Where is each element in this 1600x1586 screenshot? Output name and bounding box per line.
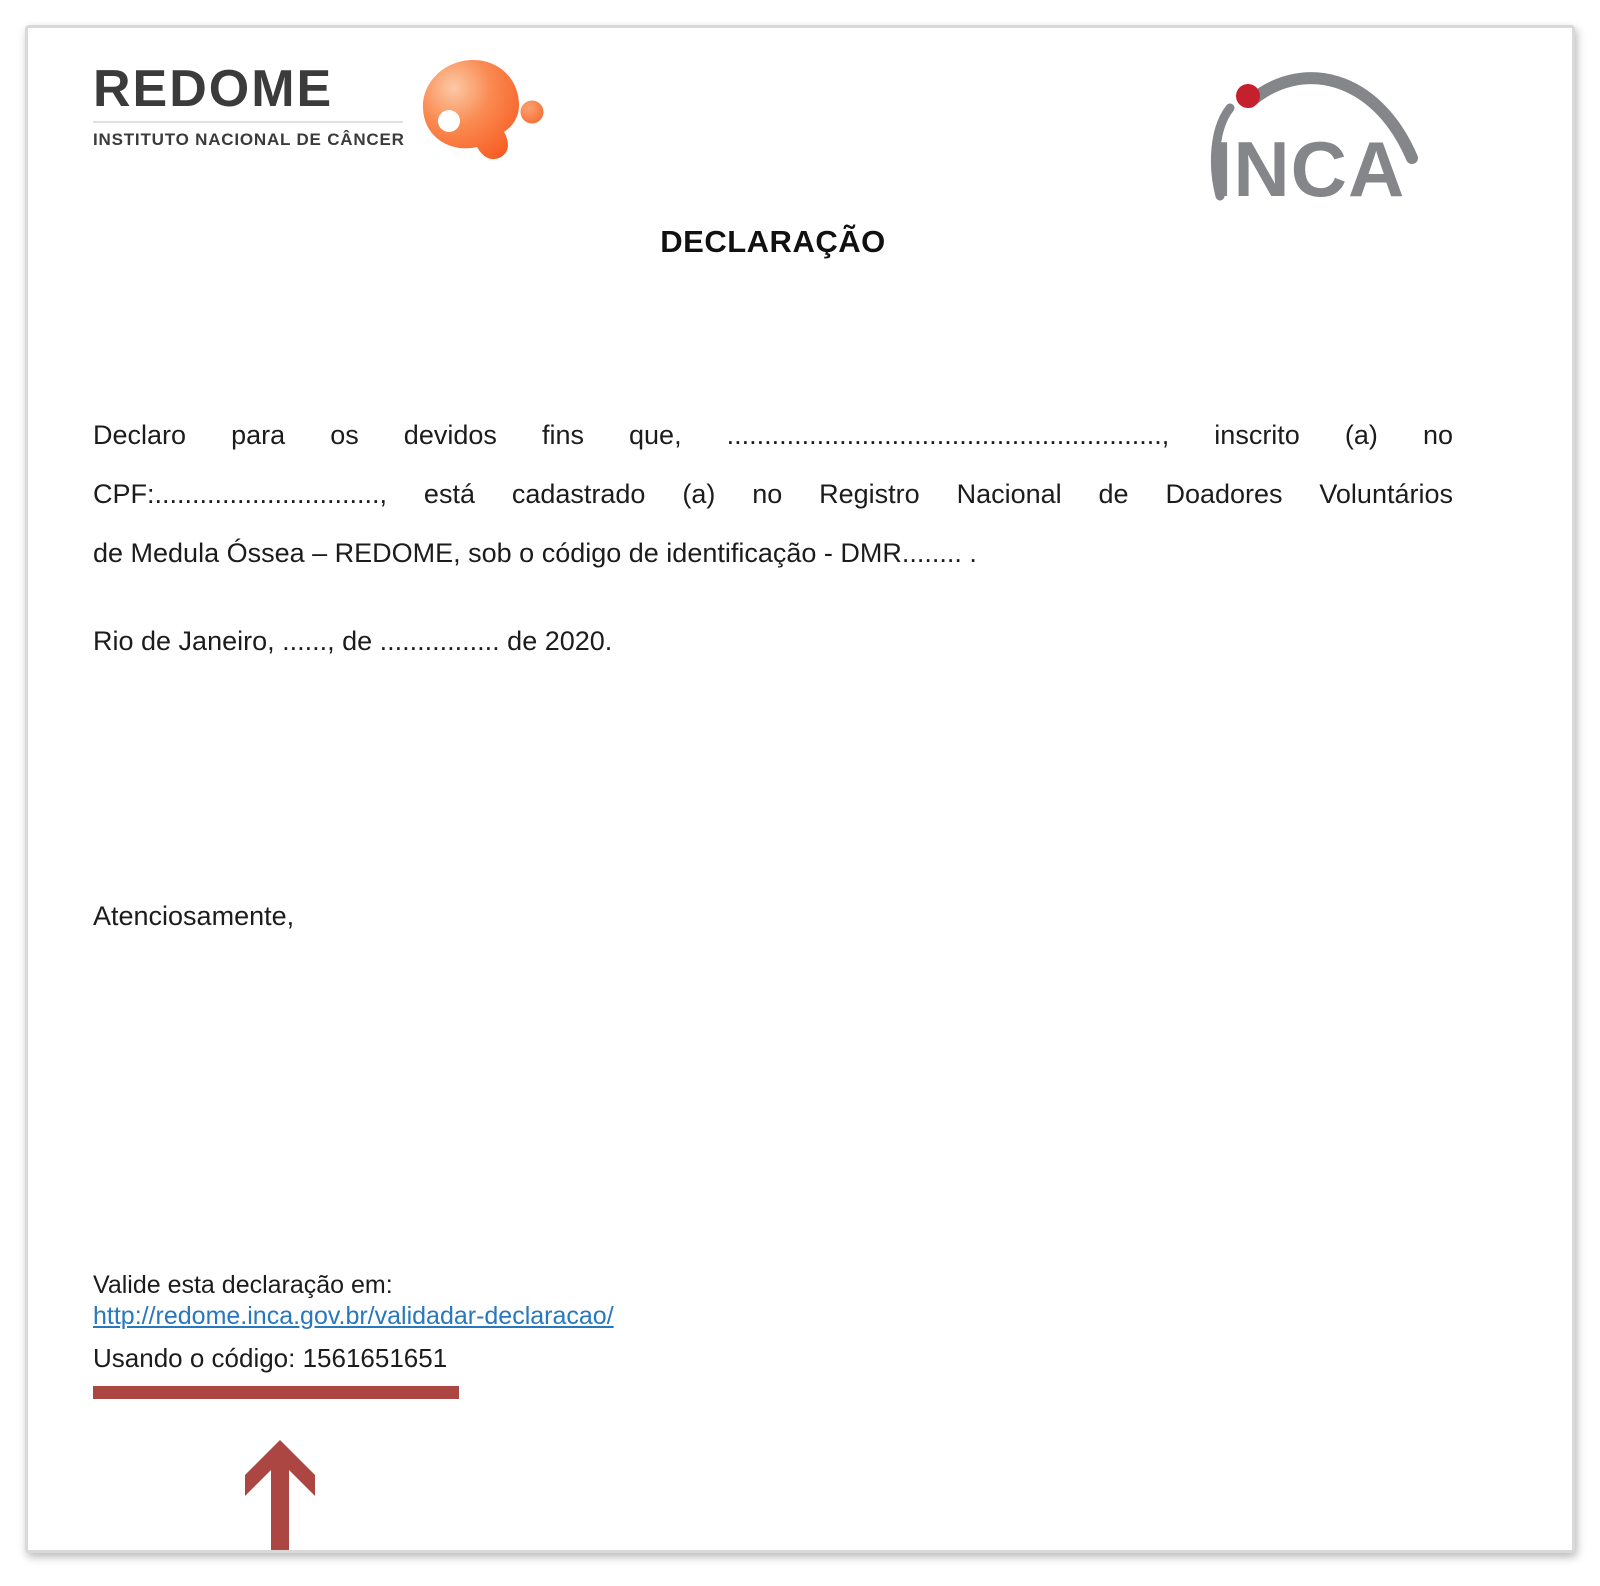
up-arrow-icon — [243, 1440, 319, 1550]
validation-code-line: Usando o código: 1561651651 — [93, 1343, 448, 1373]
redome-subtitle: INSTITUTO NACIONAL DE CÂNCER — [93, 130, 405, 149]
declaration-paragraph — [93, 406, 1453, 583]
inca-wordmark: INCA — [1210, 125, 1406, 213]
redome-blob-icon — [411, 56, 546, 168]
validation-block — [93, 1270, 614, 1331]
redome-logo — [93, 60, 513, 150]
paragraph-line-1: Declaro para os devidos fins que, .........................................................., inscrito (a) no — [93, 420, 1453, 450]
page-title: DECLARAÇÃO — [660, 224, 886, 259]
declaration-document — [25, 25, 1575, 1553]
code-underline-bar — [93, 1386, 459, 1399]
date-line: Rio de Janeiro, ......, de ................ de 2020. — [93, 626, 613, 656]
redome-separator — [93, 121, 403, 123]
validation-label: Valide esta declaração em: — [93, 1271, 393, 1299]
paragraph-line-3: de Medula Óssea – REDOME, sob o código de identificação - DMR........ . — [93, 538, 977, 568]
paragraph-line-2: CPF:.............................., está cadastrado (a) no Registro Nacional de Doadores Voluntários — [93, 479, 1453, 509]
validation-link[interactable]: http://redome.inca.gov.br/validadar-declaracao/ — [93, 1302, 614, 1330]
inca-logo — [1186, 56, 1421, 214]
redome-wordmark: REDOME — [93, 60, 334, 118]
inca-dot-icon — [1236, 84, 1260, 108]
closing-line: Atenciosamente, — [93, 901, 295, 931]
